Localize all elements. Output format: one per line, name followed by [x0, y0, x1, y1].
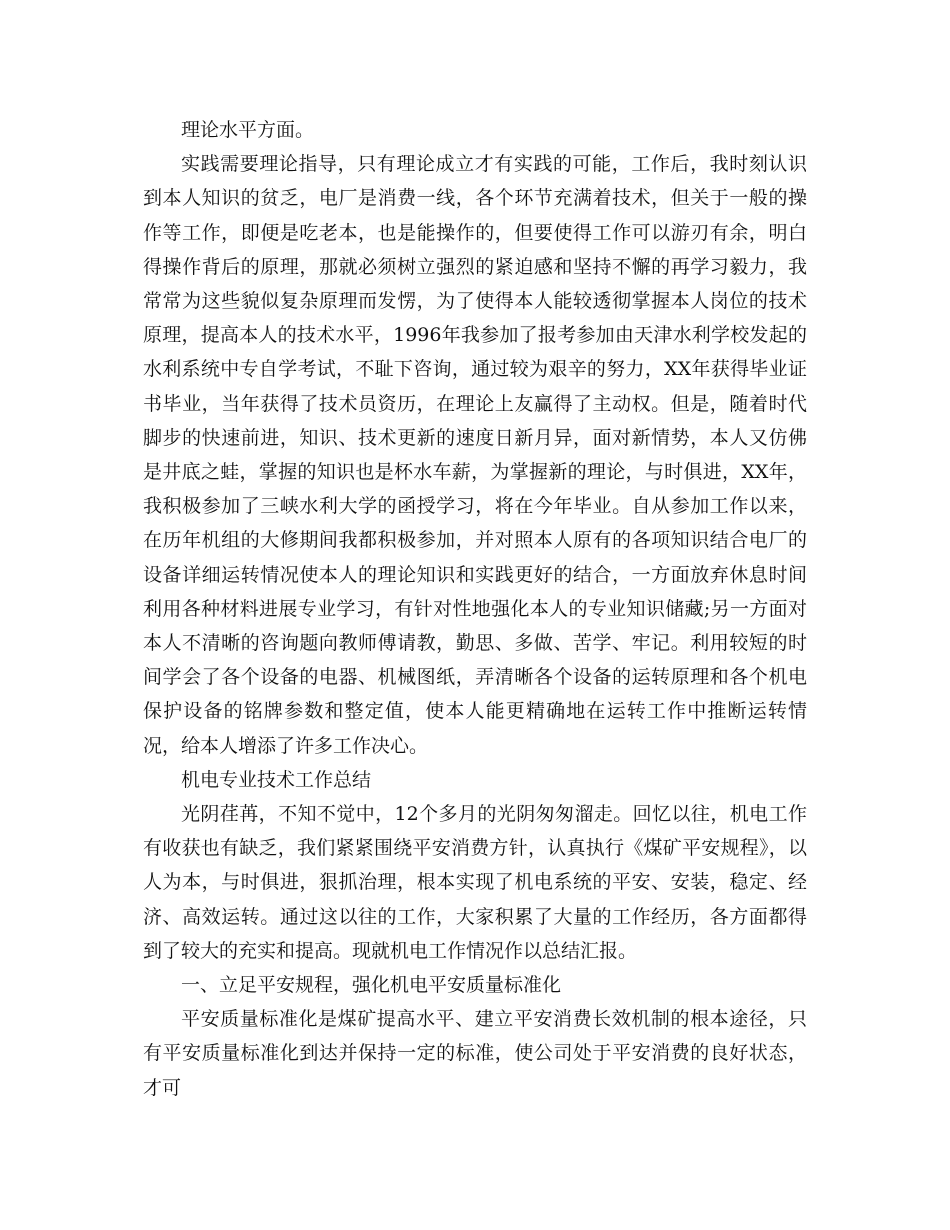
paragraph-2: 实践需要理论指导，只有理论成立才有实践的可能，工作后，我时刻认识到本人知识的贫乏，电厂是消费一线，各个环节充满着技术，但关于一般的操作等工作，即便是吃老本，也是能操作的，但要使得工作可以游刃有余，明白得操作背后的原理，那就必须树立强烈的紧迫感和坚持不懈的再学习毅力，我常常为这些貌似复杂原理而发愣，为了使得本人能较透彻掌握本人岗位的技术原理，提高本人的技术水平，1996年我参加了报考参加由天津水利学校发起的水利系统中专自学考试，不耻下咨询，通过较为艰辛的努力，XX年获得毕业证书毕业，当年获得了技术员资历，在理论上友赢得了主动权。但是，随着时代脚步的快速前进，知识、技术更新的速度日新月异，面对新情势，本人又仿佛是井底之蛙，掌握的知识也是杯水车薪，为掌握新的理论，与时俱进，XX年，我积极参加了三峡水利大学的函授学习，将在今年毕业。自从参加工作以来，在历年机组的大修期间我都积极参加，并对照本人原有的各项知识结合电厂的设备详细运转情况使本人的理论知识和实践更好的结合，一方面放弃休息时间利用各种材料进展专业学习，有针对性地强化本人的专业知识储藏;另一方面对本人不清晰的咨询题向教师傅请教，勤思、多做、苦学、牢记。利用较短的时间学会了各个设备的电器、机械图纸，弄清晰各个设备的运转原理和各个机电保护设备的铭牌参数和整定值，使本人能更精确地在运转工作中推断运转情况，给本人增添了许多工作决心。 [143, 153, 807, 757]
paragraph-3: 光阴荏苒，不知不觉中，12个多月的光阴匆匆溜走。回忆以往，机电工作有收获也有缺乏，我们紧紧围绕平安消费方针，认真执行《煤矿平安规程》，以人为本，与时俱进，狠抓治理，根本实现了机电系统的平安、安装，稳定、经济、高效运转。通过这以往的工作，大家积累了大量的工作经历，各方面都得到了较大的充实和提高。现就机电工作情况作以总结汇报。 [143, 803, 807, 962]
document-body [143, 113, 807, 1105]
paragraph-1: 理论水平方面。 [181, 119, 315, 141]
section-heading: 机电专业技术工作总结 [181, 768, 372, 791]
paragraph-4: 平安质量标准化是煤矿提高水平、建立平安消费长效机制的根本途径，只有平安质量标准化到达并保持一定的标准，使公司处于平安消费的良好状态，才可 [143, 1008, 807, 1099]
subsection-heading: 一、立足平安规程，强化机电平安质量标准化 [181, 974, 562, 997]
